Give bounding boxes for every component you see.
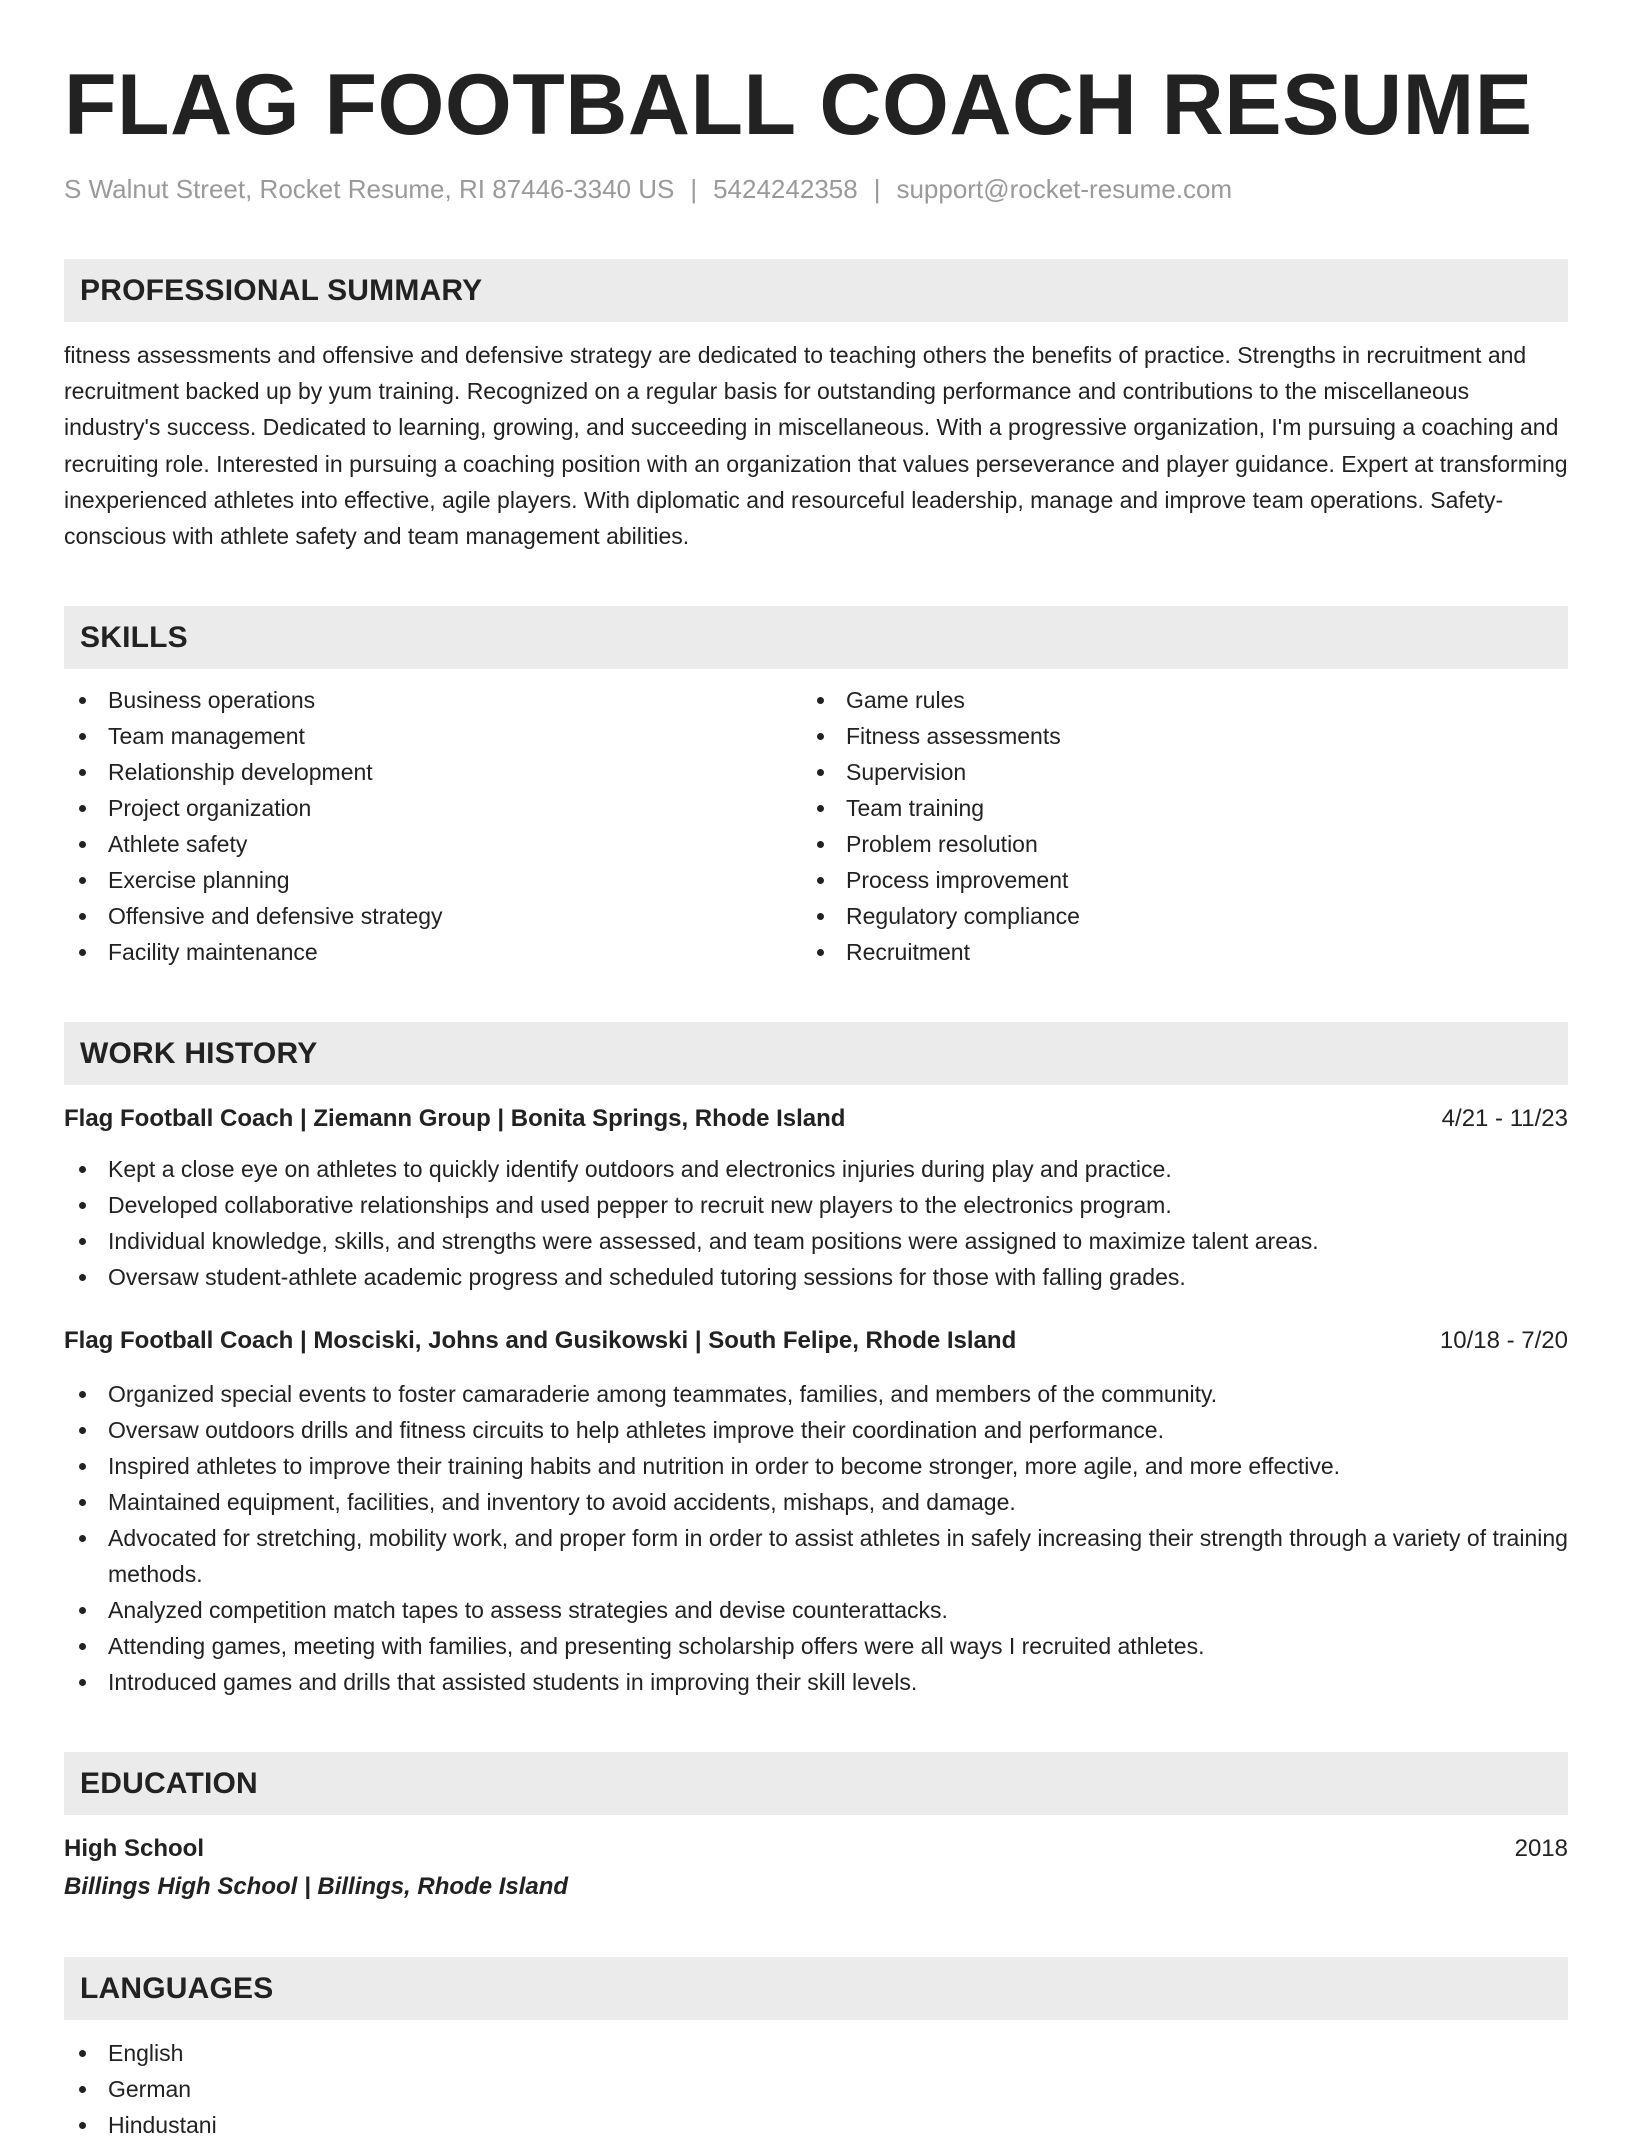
skill-item: Team management: [64, 718, 802, 754]
section-heading-skills: SKILLS: [64, 606, 1568, 669]
education-header: [64, 1832, 1568, 1866]
skill-item: Supervision: [802, 754, 1540, 790]
summary-text: fitness assessments and offensive and defensive strategy are dedicated to teaching others the benefits of practice. Strengths in recruitment and recruitment backed up by yum training. Recognized on a regular basis for outstanding performance and contributions to the miscellaneous industry's success. Dedicated to learning, growing, and succeeding in miscellaneous. With a progressive organization, I'm pursuing a coaching and recruiting role. Interested in pursuing a coaching position with an organization that values perseverance and player guidance. Expert at transforming inexperienced athletes into effective, agile players. With diplomatic and resourceful leadership, manage and improve team operations. Safety-conscious with athlete safety and team management abilities.: [64, 342, 1568, 550]
skill-item: Game rules: [802, 682, 1540, 718]
languages-list: [64, 2035, 1568, 2143]
skill-item: Offensive and defensive strategy: [64, 898, 802, 934]
skills-column-left: [64, 682, 802, 970]
job-bullet: Oversaw outdoors drills and fitness circuits to help athletes improve their coordination and performance.: [64, 1412, 1568, 1448]
job-bullet: Individual knowledge, skills, and strengths were assessed, and team positions were assigned to maximize talent areas.: [64, 1223, 1568, 1259]
job-bullet: Kept a close eye on athletes to quickly identify outdoors and electronics injuries during play and practice.: [64, 1151, 1568, 1187]
contact-address: S Walnut Street, Rocket Resume, RI 87446-3340 US: [64, 174, 675, 204]
job-bullet: Attending games, meeting with families, and presenting scholarship offers were all ways I recruited athletes.: [64, 1628, 1568, 1664]
skills-grid: [64, 682, 1568, 970]
job-header: [64, 1324, 1568, 1358]
skill-item: Project organization: [64, 790, 802, 826]
education-year: 2018: [1514, 1835, 1568, 1863]
skill-item: Relationship development: [64, 754, 802, 790]
skill-item: Facility maintenance: [64, 934, 802, 970]
job-bullet: Inspired athletes to improve their training habits and nutrition in order to become stronger, more agile, and more effective.: [64, 1448, 1568, 1484]
skill-item: Problem resolution: [802, 826, 1540, 862]
skill-item: Team training: [802, 790, 1540, 826]
contact-separator: |: [873, 174, 881, 204]
job-bullets: [64, 1376, 1568, 1700]
job-header: [64, 1102, 1568, 1136]
job-dates: 4/21 - 11/23: [1441, 1105, 1568, 1133]
skills-column-right: [802, 682, 1540, 970]
contact-phone[interactable]: 5424242358: [713, 174, 858, 204]
skill-item: Athlete safety: [64, 826, 802, 862]
section-heading-languages: LANGUAGES: [64, 1957, 1568, 2020]
section-heading-education: EDUCATION: [64, 1752, 1568, 1815]
job-bullets: [64, 1151, 1568, 1295]
section-heading-work-history: WORK HISTORY: [64, 1022, 1568, 1085]
skill-item: Process improvement: [802, 862, 1540, 898]
skill-item: Recruitment: [802, 934, 1540, 970]
contact-email[interactable]: support@rocket-resume.com: [896, 174, 1233, 204]
language-item: Hindustani: [64, 2107, 1568, 2143]
skill-item: Fitness assessments: [802, 718, 1540, 754]
job-bullet: Organized special events to foster camaraderie among teammates, families, and members of the community.: [64, 1376, 1568, 1412]
contact-separator: |: [690, 174, 698, 204]
language-item: English: [64, 2035, 1568, 2071]
contact-line: [64, 172, 1568, 206]
resume-title: FLAG FOOTBALL COACH RESUME: [64, 57, 1533, 153]
job-dates: 10/18 - 7/20: [1439, 1327, 1568, 1355]
job-bullet: Advocated for stretching, mobility work, and proper form in order to assist athletes in safely increasing their strength through a variety of training methods.: [64, 1520, 1568, 1592]
job-bullet: Developed collaborative relationships and used pepper to recruit new players to the electronics program.: [64, 1187, 1568, 1223]
job-bullet: Introduced games and drills that assisted students in improving their skill levels.: [64, 1664, 1568, 1700]
education-school: Billings High School | Billings, Rhode Island: [64, 1873, 569, 1901]
section-heading-summary: PROFESSIONAL SUMMARY: [64, 259, 1568, 322]
skill-item: Regulatory compliance: [802, 898, 1540, 934]
skill-item: Business operations: [64, 682, 802, 718]
job-bullet: Maintained equipment, facilities, and inventory to avoid accidents, mishaps, and damage.: [64, 1484, 1568, 1520]
job-title: Flag Football Coach | Ziemann Group | Bonita Springs, Rhode Island: [64, 1105, 846, 1133]
language-item: German: [64, 2071, 1568, 2107]
education-degree: High School: [64, 1835, 204, 1863]
skill-item: Exercise planning: [64, 862, 802, 898]
job-bullet: Analyzed competition match tapes to assess strategies and devise counterattacks.: [64, 1592, 1568, 1628]
job-title: Flag Football Coach | Mosciski, Johns and Gusikowski | South Felipe, Rhode Island: [64, 1327, 1017, 1355]
job-bullet: Oversaw student-athlete academic progress and scheduled tutoring sessions for those with falling grades.: [64, 1259, 1568, 1295]
